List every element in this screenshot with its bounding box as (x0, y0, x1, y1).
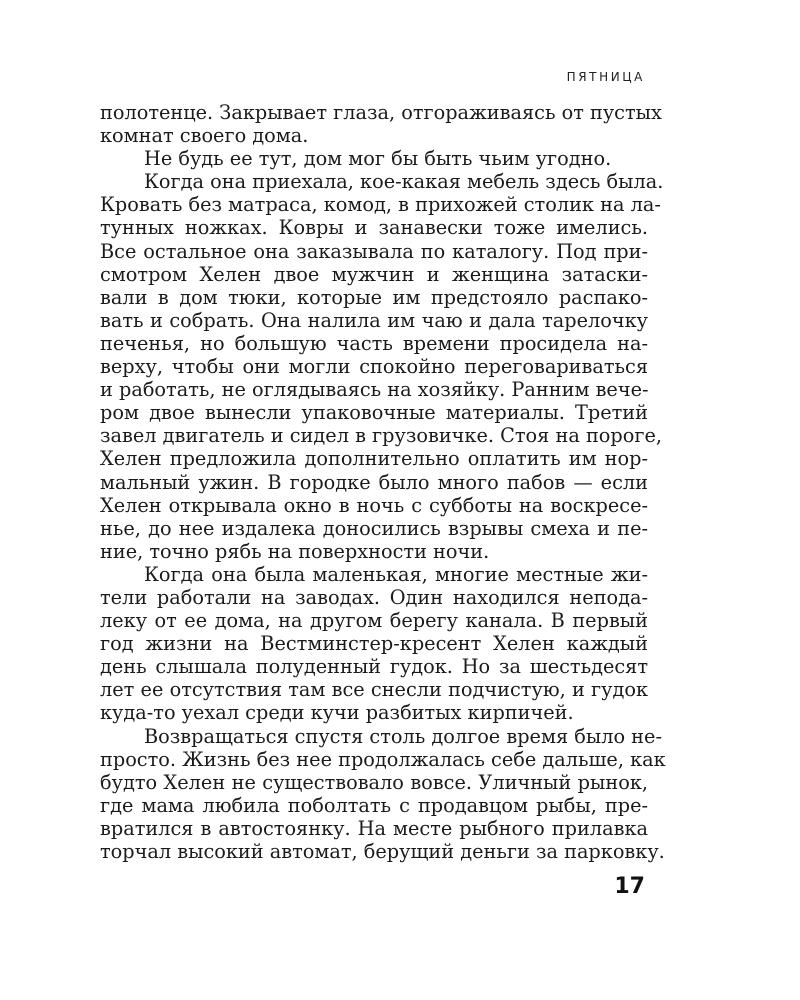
text-line: куда-то уехал среди кучи разбитых кирпичей. (100, 701, 574, 725)
text-line: где мама любила поболтать с продавцом рыбы, пре- (100, 793, 648, 817)
text-line: вали в дом тюки, которые им предстояло распако- (100, 285, 648, 309)
text-line: Хелен предложила дополнительно оплатить им нор- (100, 447, 648, 471)
text-line: Не будь ее тут, дом мог бы быть чьим угодно. (144, 147, 612, 171)
text-line: комнат своего дома. (100, 124, 309, 148)
page-number: 17 (614, 874, 645, 899)
text-line: смотром Хелен двое мужчин и женщина затаски- (100, 262, 648, 286)
text-line: год жизни на Вестминстер-кресент Хелен каждый (100, 632, 648, 656)
text-line: и работать, не оглядываясь на хозяйку. Ранним вече- (100, 378, 649, 402)
text-line: тунных ножках. Ковры и занавески тоже имелись. (100, 216, 648, 240)
text-line: тели работали на заводах. Один находился непода- (100, 585, 648, 609)
text-line: Возвращаться спустя столь долгое время было не- (144, 724, 662, 748)
body-text (100, 101, 666, 863)
running-head: ПЯТНИЦА (566, 70, 645, 84)
text-line: просто. Жизнь без нее продолжалась себе дальше, как (100, 747, 666, 771)
text-line: полотенце. Закрывает глаза, отгораживаясь от пустых (100, 101, 662, 124)
text-line: Кровать без матраса, комод, в прихожей столик на ла- (100, 193, 661, 217)
text-line: вратился в автостоянку. На месте рыбного прилавка (100, 816, 648, 840)
text-line: торчал высокий автомат, берущий деньги за парковку. (100, 840, 665, 863)
text-line: Когда она приехала, кое-какая мебель здесь была. (144, 170, 664, 194)
text-line: Когда она была маленькая, многие местные жи- (144, 562, 648, 586)
text-line: ром двое вынесли упаковочные материалы. Третий (100, 401, 648, 425)
text-line: будто Хелен не существовало вовсе. Уличный рынок, (100, 770, 648, 794)
text-line: нье, до нее издалека доносились взрывы смеха и пе- (100, 516, 648, 540)
text-line: день слышала полуденный гудок. Но за шестьдесят (100, 655, 648, 679)
text-line: ние, точно рябь на поверхности ночи. (100, 539, 490, 563)
text-line: завел двигатель и сидел в грузовичке. Стоя на пороге, (100, 424, 662, 448)
text-line: Хелен открывала окно в ночь с субботы на воскресе- (100, 493, 648, 517)
text-line: вать и собрать. Она налила им чаю и дала тарелочку (100, 308, 648, 332)
text-line: верху, чтобы они могли спокойно переговариваться (100, 355, 648, 379)
text-line: лет ее отсутствия там все снесли подчистую, и гудок (100, 678, 648, 702)
text-line: печенья, но большую часть времени просидела на- (100, 331, 648, 355)
text-line: мальный ужин. В городке было много пабов — если (100, 470, 648, 494)
text-line: Все остальное она заказывала по каталогу. Под при- (100, 239, 648, 263)
text-line: леку от ее дома, на другом берегу канала. В первый (100, 609, 648, 633)
